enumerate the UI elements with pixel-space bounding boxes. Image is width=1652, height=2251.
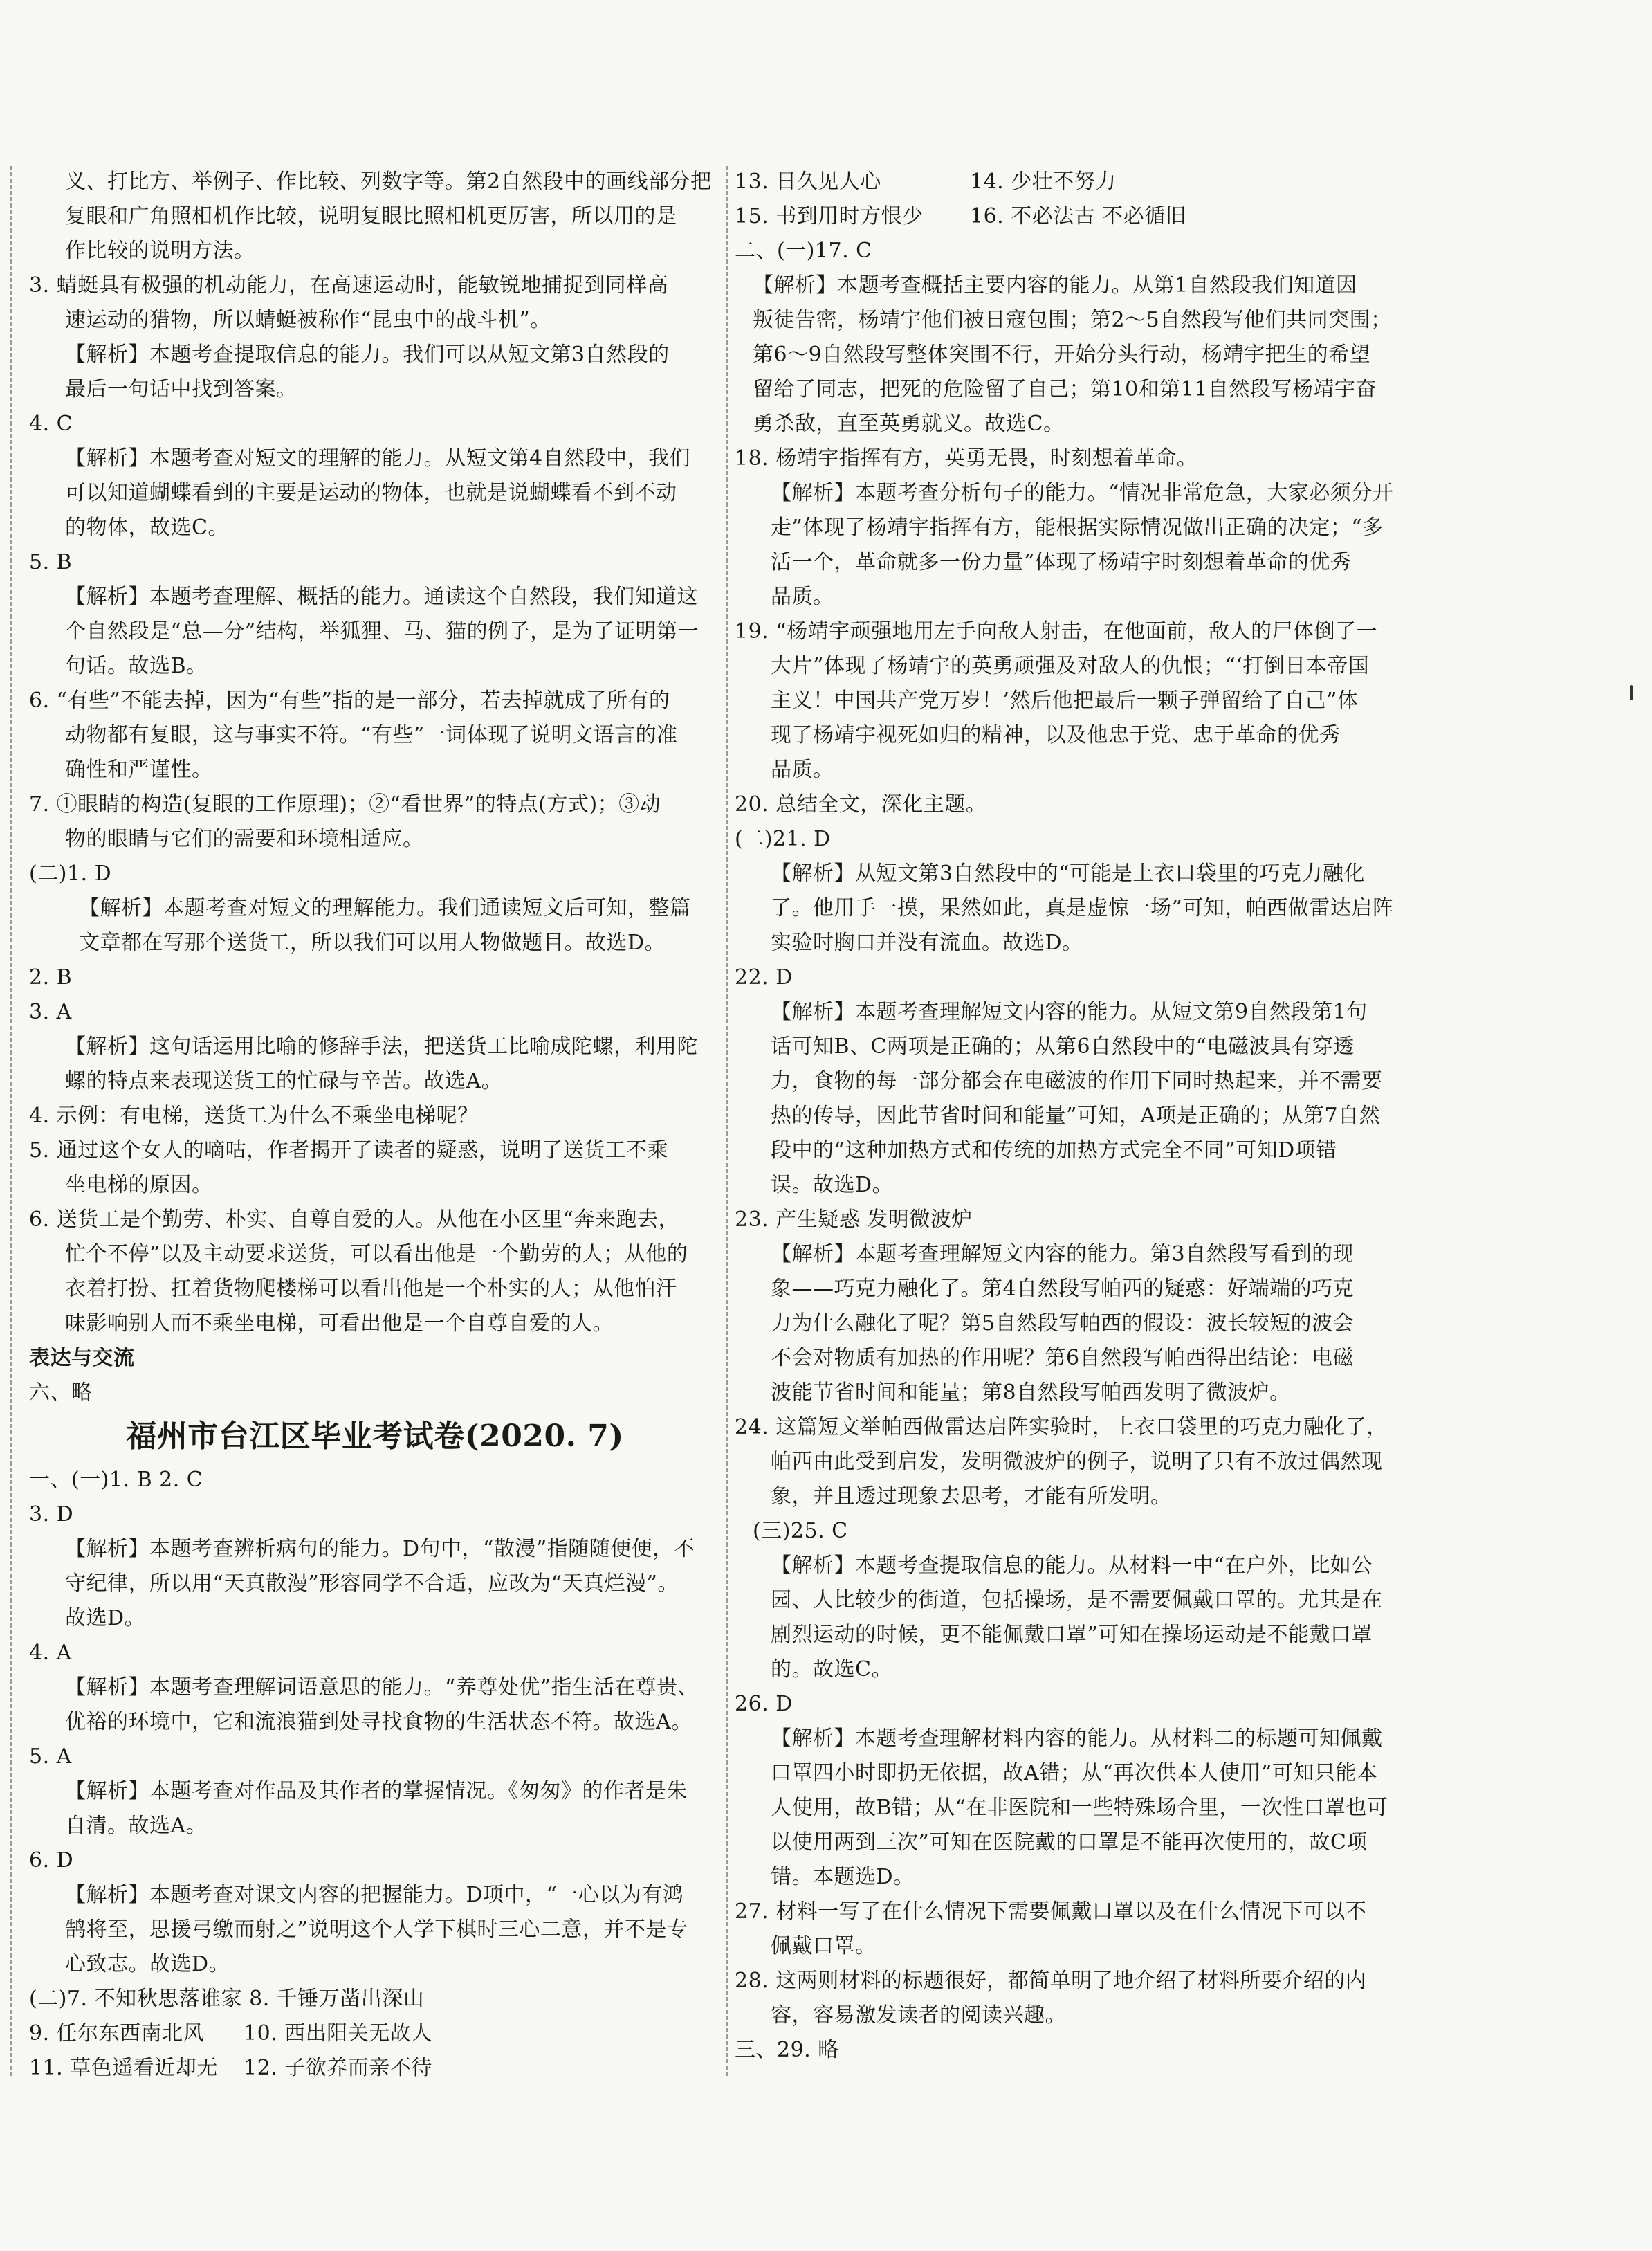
answer-text-line: 【解析】本题考查分析句子的能力。“情况非常危急，大家必须分开	[771, 481, 1394, 505]
answer-text-line: (二)21. D	[735, 827, 831, 851]
answer-text-line: 第6～9自然段写整体突围不行，开始分头行动，杨靖宇把生的希望	[753, 343, 1371, 367]
left-answer-column	[29, 165, 721, 2086]
answer-text-line: (三)25. C	[753, 1519, 848, 1543]
answer-text-line: 力，食物的每一部分都会在电磁波的作用下同时热起来，并不需要	[771, 1069, 1383, 1093]
answer-text-line: 26. D	[735, 1692, 793, 1716]
answer-text-line: 味影响别人而不乘坐电梯，可看出他是一个自尊自爱的人。	[65, 1311, 614, 1336]
answer-text-line: 话可知B、C两项是正确的；从第6自然段中的“电磁波具有穿透	[771, 1035, 1355, 1059]
answer-text-line: 象——巧克力融化了。第4自然段写帕西的疑惑：好端端的巧克	[771, 1277, 1355, 1301]
page-edge-mark	[1630, 685, 1633, 700]
answer-text-line: 【解析】本题考查对课文内容的把握能力。D项中，“一心以为有鸿	[65, 1883, 684, 1907]
answer-text-line: 28. 这两则材料的标题很好，都简单明了地介绍了材料所要介绍的内	[735, 1969, 1367, 1993]
answer-text-line: 主义！中国共产党万岁！’然后他把最后一颗子弹留给了自己”体	[771, 689, 1359, 713]
answer-text-line: 走”体现了杨靖宇指挥有方，能根据实际情况做出正确的决定；“多	[771, 516, 1384, 540]
answer-text-line: 【解析】本题考查对短文的理解的能力。从短文第4自然段中，我们	[65, 446, 691, 471]
answer-text-line: 3. D	[29, 1502, 74, 1527]
answer-text-line: 5. A	[29, 1744, 72, 1769]
answer-text-line: 帕西由此受到启发，发明微波炉的例子，说明了只有不放过偶然现	[771, 1450, 1383, 1474]
answer-text-line: 品质。	[771, 758, 834, 782]
answer-text-line: 的。故选C。	[771, 1657, 892, 1682]
poem-answer: 16. 不必法古 不必循旧	[970, 204, 1187, 228]
answer-text-line: 象，并且透过现象去思考，才能有所发明。	[771, 1484, 1172, 1509]
answer-text-line: 速运动的猎物，所以蜻蜓被称作“昆虫中的战斗机”。	[65, 308, 551, 332]
poem-answer: 11. 草色遥看近却无	[29, 2056, 218, 2080]
answer-text-line: 2. B	[29, 965, 73, 990]
answer-text-line: 园、人比较少的街道，包括操场，是不需要佩戴口罩的。尤其是在	[771, 1588, 1383, 1612]
answer-text-line: 个自然段是“总—分”结构，举狐狸、马、猫的例子，是为了证明第一	[65, 619, 699, 644]
poem-answer-row	[29, 2016, 721, 2051]
answer-text-line: 六、略	[29, 1380, 93, 1405]
answer-text-line: 3. A	[29, 1000, 72, 1024]
poem-answer: 10. 西出阳关无故人	[244, 2021, 432, 2045]
answer-text-line: 作比较的说明方法。	[65, 239, 255, 263]
answer-text-line: 最后一句话中找到答案。	[65, 377, 297, 401]
answer-text-line: 人使用，故B错；从“在非医院和一些特殊场合里，一次性口罩也可	[771, 1796, 1388, 1820]
answer-text-line: 实验时胸口并没有流血。故选D。	[771, 931, 1083, 955]
answer-text-line: 了。他用手一摸，果然如此，真是虚惊一场”可知，帕西做雷达启阵	[771, 896, 1394, 920]
answer-text-line: 现了杨靖宇视死如归的精神，以及他忠于党、忠于革命的优秀	[771, 723, 1341, 747]
answer-text-line: 6. D	[29, 1848, 74, 1872]
answer-text-line: 活一个，革命就多一份力量”体现了杨靖宇时刻想着革命的优秀	[771, 550, 1352, 574]
answer-text-line: 4. 示例：有电梯，送货工为什么不乘坐电梯呢？	[29, 1104, 479, 1128]
answer-text-line: 5. 通过这个女人的嘀咕，作者揭开了读者的疑惑，说明了送货工不乘	[29, 1138, 669, 1163]
answer-text-line: 的物体，故选C。	[65, 516, 229, 540]
answer-text-line: 口罩四小时即扔无依据，故A错；从“再次供本人使用”可知只能本	[771, 1761, 1378, 1785]
answer-text-line: 留给了同志，把死的危险留了自己；第10和第11自然段写杨靖宇奋	[753, 377, 1377, 401]
answer-text-line: 22. D	[735, 965, 793, 990]
answer-text-line: 27. 材料一写了在什么情况下需要佩戴口罩以及在什么情况下可以不	[735, 1899, 1367, 1924]
answer-text-line: 不会对物质有加热的作用呢？第6自然段写帕西得出结论：电磁	[771, 1346, 1355, 1370]
answer-text-line: 二、(一)17. C	[735, 239, 872, 263]
right-answer-column	[735, 165, 1426, 2068]
answer-text-line: 品质。	[771, 585, 834, 609]
poem-answer-row	[29, 2051, 721, 2086]
answer-text-line: 【解析】本题考查理解短文内容的能力。从短文第9自然段第1句	[771, 1000, 1368, 1024]
poem-answer: 13. 日久见人心	[735, 170, 881, 194]
answer-text-line: 叛徒告密，杨靖宇他们被日寇包围；第2～5自然段写他们共同突围；	[753, 308, 1392, 332]
answer-text-line: 19. “杨靖宇顽强地用左手向敌人射击，在他面前，敌人的尸体倒了一	[735, 619, 1378, 644]
answer-text-line: 衣着打扮、扛着货物爬楼梯可以看出他是一个朴实的人；从他怕汗	[65, 1277, 677, 1301]
answer-text-line: 鹄将至，思援弓缴而射之”说明这个人学下棋时三心二意，并不是专	[65, 1917, 688, 1942]
answer-text-line: 三、29. 略	[735, 2038, 839, 2062]
column-divider-dashed-rule	[726, 166, 728, 2076]
poem-answer: 15. 书到用时方恨少	[735, 204, 924, 228]
answer-text-line: 忙个不停”以及主动要求送货，可以看出他是一个勤劳的人；从他的	[65, 1242, 688, 1266]
answer-text-line: 【解析】本题考查理解短文内容的能力。第3自然段写看到的现	[771, 1242, 1355, 1266]
answer-text-line: 【解析】本题考查对作品及其作者的掌握情况。《匆匆》的作者是朱	[65, 1779, 688, 1803]
poem-answer: 12. 子欲养而亲不待	[244, 2056, 432, 2080]
answer-text-line: 7. ①眼睛的构造(复眼的工作原理)；②“看世界”的特点(方式)；③动	[29, 792, 661, 817]
answer-text-line: 义、打比方、举例子、作比较、列数字等。第2自然段中的画线部分把	[65, 170, 712, 194]
answer-text-line: 5. B	[29, 550, 73, 574]
answer-text-line: 自清。故选A。	[65, 1814, 208, 1838]
answer-text-line: (二)7. 不知秋思落谁家 8. 千锤万凿出深山	[29, 1987, 425, 2011]
answer-text-line: 优裕的环境中，它和流浪猫到处寻找食物的生活状态不符。故选A。	[65, 1710, 692, 1734]
answer-text-line: 【解析】本题考查理解、概括的能力。通读这个自然段，我们知道这	[65, 585, 698, 609]
answer-text-line: 【解析】这句话运用比喻的修辞手法，把送货工比喻成陀螺，利用陀	[65, 1035, 698, 1059]
answer-text-line: 句话。故选B。	[65, 654, 208, 678]
answer-text-line: 24. 这篇短文举帕西做雷达启阵实验时，上衣口袋里的巧克力融化了，	[735, 1415, 1388, 1439]
answer-text-line: 故选D。	[65, 1606, 146, 1630]
answer-text-line: 【解析】本题考查理解词语意思的能力。“养尊处优”指生活在尊贵、	[65, 1675, 699, 1699]
answer-text-line: 6. “有些”不能去掉，因为“有些”指的是一部分，若去掉就成了所有的	[29, 689, 670, 713]
answer-text-line: 4. A	[29, 1641, 72, 1665]
answer-text-line: 错。本题选D。	[771, 1865, 915, 1889]
answer-text-line: 佩戴口罩。	[771, 1934, 877, 1958]
answer-text-line: 3. 蜻蜓具有极强的机动能力，在高速运动时，能敏锐地捕捉到同样高	[29, 273, 669, 298]
poem-answer: 14. 少壮不努力	[970, 170, 1117, 194]
answer-text-line: 6. 送货工是个勤劳、朴实、自尊自爱的人。从他在小区里“奔来跑去，	[29, 1207, 679, 1232]
poem-answer: 9. 任尔东西南北风	[29, 2021, 205, 2045]
answer-text-line: 一、(一)1. B 2. C	[29, 1468, 203, 1492]
answer-text-line: 大片”体现了杨靖宇的英勇顽强及对敌人的仇恨；“‘打倒日本帝国	[771, 654, 1370, 678]
answer-text-line: 物的眼睛与它们的需要和环境相适应。	[65, 827, 424, 851]
answer-text-line: 表达与交流	[29, 1346, 135, 1370]
poem-answer-row	[735, 165, 1426, 199]
answer-text-line: 段中的“这种加热方式和传统的加热方式完全不同”可知D项错	[771, 1138, 1337, 1163]
answer-text-line: 热的传导，因此节省时间和能量”可知，A项是正确的；从第7自然	[771, 1104, 1381, 1128]
answer-text-line: 【解析】本题考查提取信息的能力。从材料一中“在户外，比如公	[771, 1553, 1373, 1578]
exam-section-title: 福州市台江区毕业考试卷(2020. 7)	[126, 1419, 624, 1454]
answer-text-line: 【解析】本题考查对短文的理解能力。我们通读短文后可知，整篇	[79, 896, 691, 920]
answer-text-line: 4. C	[29, 412, 73, 436]
answer-text-line: 【解析】本题考查辨析病句的能力。D句中，“散漫”指随随便便，不	[65, 1537, 695, 1561]
answer-text-line: 螺的特点来表现送货工的忙碌与辛苦。故选A。	[65, 1069, 503, 1093]
answer-text-line: 20. 总结全文，深化主题。	[735, 792, 987, 817]
answer-text-line: 【解析】本题考查提取信息的能力。我们可以从短文第3自然段的	[65, 343, 670, 367]
answer-text-line: 力为什么融化了呢？第5自然段写帕西的假设：波长较短的波会	[771, 1311, 1355, 1336]
answer-text-line: 守纪律，所以用“天真散漫”形容同学不合适，应改为“天真烂漫”。	[65, 1571, 679, 1596]
left-margin-dashed-rule	[10, 166, 12, 2076]
answer-text-line: 以使用两到三次”可知在医院戴的口罩是不能再次使用的，故C项	[771, 1830, 1368, 1854]
answer-text-line: 波能节省时间和能量；第8自然段写帕西发明了微波炉。	[771, 1380, 1291, 1405]
answer-text-line: 【解析】本题考查理解材料内容的能力。从材料二的标题可知佩戴	[771, 1726, 1383, 1751]
answer-text-line: (二)1. D	[29, 862, 112, 886]
answer-text-line: 【解析】从短文第3自然段中的“可能是上衣口袋里的巧克力融化	[771, 862, 1365, 886]
answer-text-line: 【解析】本题考查概括主要内容的能力。从第1自然段我们知道因	[753, 273, 1357, 298]
answer-text-line: 剧烈运动的时候，更不能佩戴口罩”可知在操场运动是不能戴口罩	[771, 1623, 1373, 1647]
answer-text-line: 确性和严谨性。	[65, 758, 213, 782]
answer-text-line: 容，容易激发读者的阅读兴趣。	[771, 2003, 1066, 2027]
answer-text-line: 心致志。故选D。	[65, 1952, 230, 1976]
answer-text-line: 误。故选D。	[771, 1173, 894, 1197]
answer-text-line: 文章都在写那个送货工，所以我们可以用人物做题目。故选D。	[79, 931, 666, 955]
poem-answer-row	[735, 199, 1426, 234]
answer-text-line: 勇杀敌，直至英勇就义。故选C。	[753, 412, 1065, 436]
answer-text-line: 坐电梯的原因。	[65, 1173, 213, 1197]
answer-text-line: 23. 产生疑惑 发明微波炉	[735, 1207, 973, 1232]
answer-text-line: 动物都有复眼，这与事实不符。“有些”一词体现了说明文语言的准	[65, 723, 678, 747]
answer-text-line: 复眼和广角照相机作比较，说明复眼比照相机更厉害，所以用的是	[65, 204, 677, 228]
answer-text-line: 可以知道蝴蝶看到的主要是运动的物体，也就是说蝴蝶看不到不动	[65, 481, 677, 505]
answer-text-line: 18. 杨靖宇指挥有方，英勇无畏，时刻想着革命。	[735, 446, 1198, 471]
